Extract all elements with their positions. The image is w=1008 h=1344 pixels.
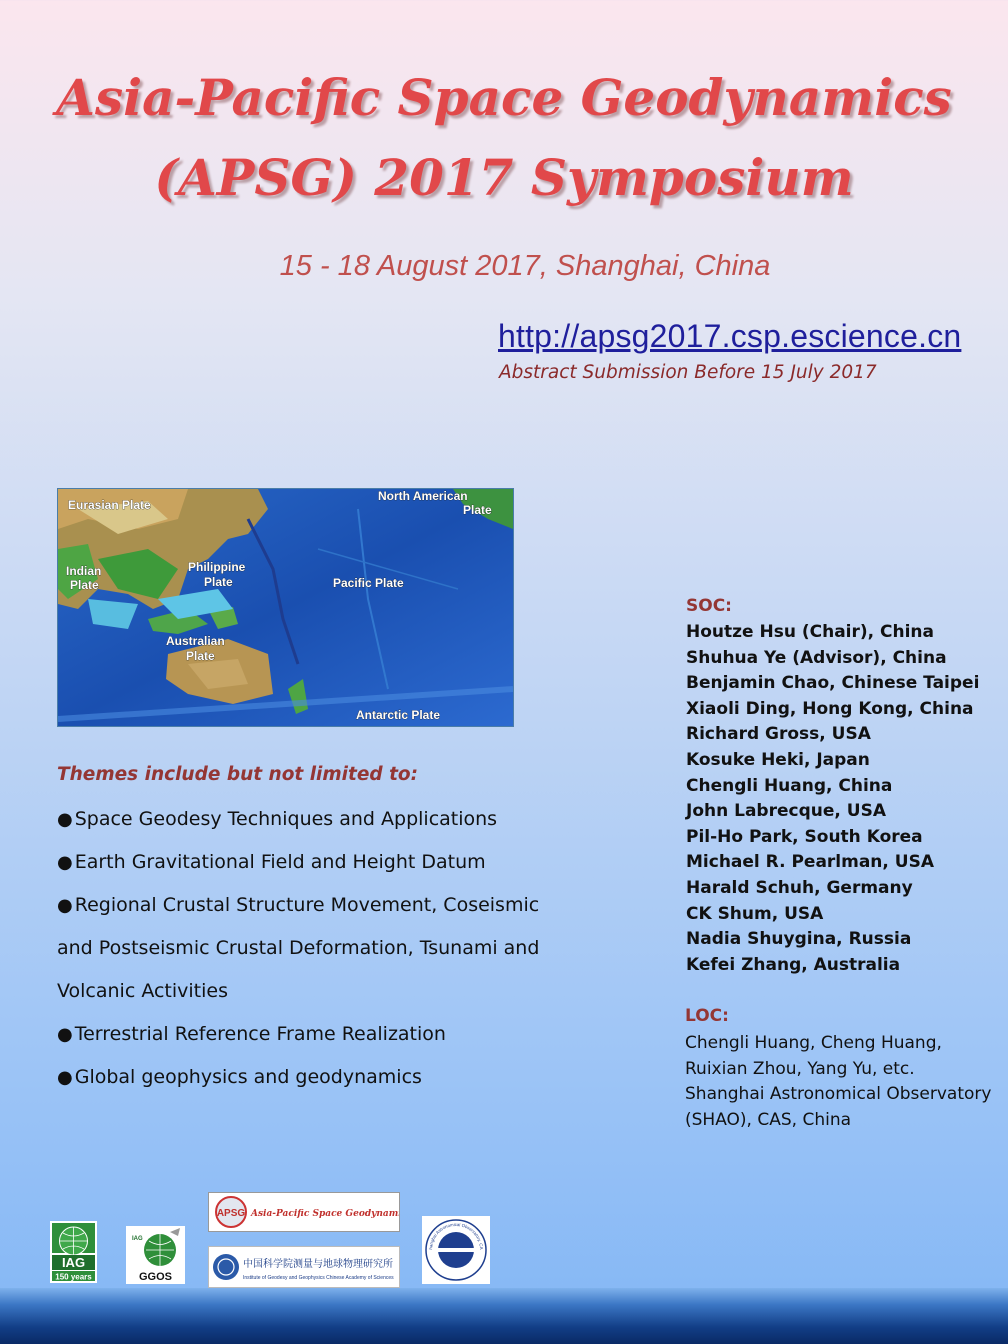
bullet-icon: ● xyxy=(57,852,73,873)
theme-item: ● Space Geodesy Techniques and Applications xyxy=(57,808,498,830)
footer-bar xyxy=(0,1288,1008,1344)
ggos-logo xyxy=(126,1226,185,1284)
label-antarctic-plate: Antarctic Plate xyxy=(356,708,441,722)
cas-igg-logo-graphic xyxy=(209,1247,399,1287)
soc-heading: SOC: xyxy=(686,596,732,616)
soc-member: Michael R. Pearlman, USA xyxy=(686,852,934,873)
iag-logo-graphic xyxy=(50,1221,97,1283)
soc-member: CK Shum, USA xyxy=(686,903,824,924)
soc-member: Richard Gross, USA xyxy=(686,724,871,745)
iag-logo xyxy=(50,1221,97,1283)
abstract-deadline: Abstract Submission Before 15 July 2017 xyxy=(499,362,877,383)
cas-chinese-name: 中国科学院测量与地球物理研究所 xyxy=(243,1259,393,1270)
soc-member: Pil-Ho Park, South Korea xyxy=(686,826,923,847)
soc-member: Xiaoli Ding, Hong Kong, China xyxy=(686,698,974,719)
label-indian-plate: Indian xyxy=(66,564,102,578)
bullet-icon: ● xyxy=(57,895,73,916)
soc-member: Harald Schuh, Germany xyxy=(686,877,913,898)
loc-line: (SHAO), CAS, China xyxy=(685,1109,852,1130)
soc-members xyxy=(686,620,979,978)
label-philippine-plate: Philippine xyxy=(188,560,246,574)
apsg-logo xyxy=(208,1192,400,1232)
apsg-text: Asia-Pacific Space Geodynamics xyxy=(251,1209,399,1219)
loc-text xyxy=(685,1031,1005,1133)
label-philippine-plate-2: Plate xyxy=(204,575,233,589)
title-line-2: (APSG) 2017 Symposium xyxy=(154,148,854,207)
bullet-icon: ● xyxy=(57,1024,73,1045)
bullet-icon: ● xyxy=(57,809,73,830)
theme-item: ● Terrestrial Reference Frame Realization xyxy=(57,1023,446,1045)
label-north-american-plate-2: Plate xyxy=(463,503,492,517)
bullet-icon: ● xyxy=(57,1067,73,1088)
themes-list xyxy=(57,798,577,1099)
loc-line: Shanghai Astronomical Observatory xyxy=(685,1084,992,1104)
apsg-mark-text: APSG xyxy=(216,1208,246,1219)
soc-member: Chengli Huang, China xyxy=(686,775,893,796)
loc-heading: LOC: xyxy=(685,1006,729,1026)
soc-member: Shuhua Ye (Advisor), China xyxy=(686,647,947,668)
shao-arc-text: hanghai Astronomical Observatory, CA xyxy=(427,1221,485,1250)
shao-logo-graphic xyxy=(422,1216,490,1284)
label-australian-plate-2: Plate xyxy=(186,649,215,663)
loc-line: Ruixian Zhou, Yang Yu, etc. xyxy=(685,1058,915,1079)
soc-member: Benjamin Chao, Chinese Taipei xyxy=(686,673,980,694)
theme-item-continued: and Postseismic Crustal Deformation, Tsunami and xyxy=(57,937,540,959)
plate-map-graphic xyxy=(58,489,513,726)
soc-member: Houtze Hsu (Chair), China xyxy=(686,622,935,642)
label-pacific-plate: Pacific Plate xyxy=(333,576,404,590)
theme-item: ● Earth Gravitational Field and Height Datum xyxy=(57,851,486,873)
title-line-1: Asia-Pacific Space Geodynamics xyxy=(56,68,952,127)
label-north-american-plate: North American xyxy=(378,489,468,503)
event-dates: 15 - 18 August 2017, Shanghai, China xyxy=(279,250,771,282)
iag-150-years: 150 years xyxy=(55,1272,92,1282)
soc-member: John Labrecque, USA xyxy=(686,801,886,822)
website-link[interactable]: http://apsg2017.csp.escience.cn xyxy=(498,318,962,354)
ggos-iag-text: IAG xyxy=(132,1236,143,1242)
cas-igg-logo xyxy=(208,1246,400,1288)
theme-item: ● Global geophysics and geodynamics xyxy=(57,1066,422,1088)
ggos-logo-graphic xyxy=(126,1226,185,1284)
themes-heading: Themes include but not limited to: xyxy=(57,764,419,785)
ggos-text: GGOS xyxy=(138,1271,173,1283)
shao-logo xyxy=(422,1216,490,1284)
iag-text: IAG xyxy=(61,1255,86,1270)
label-eurasian-plate: Eurasian Plate xyxy=(68,498,151,512)
label-australian-plate: Australian xyxy=(166,634,225,648)
theme-item: ● Regional Crustal Structure Movement, Coseismic xyxy=(57,894,540,916)
poster-title xyxy=(0,58,1008,218)
label-indian-plate-2: Plate xyxy=(70,578,99,592)
apsg-logo-graphic xyxy=(209,1193,399,1231)
theme-item-continued: Volcanic Activities xyxy=(57,980,228,1002)
loc-line: Chengli Huang, Cheng Huang, xyxy=(685,1033,942,1053)
soc-member: Kosuke Heki, Japan xyxy=(686,749,870,770)
cas-english-name: Institute of Geodesy and Geophysics Chinese Academy of Sciences xyxy=(243,1275,394,1281)
soc-member: Kefei Zhang, Australia xyxy=(686,954,901,975)
plate-map xyxy=(57,488,514,727)
soc-member: Nadia Shuygina, Russia xyxy=(686,929,912,950)
